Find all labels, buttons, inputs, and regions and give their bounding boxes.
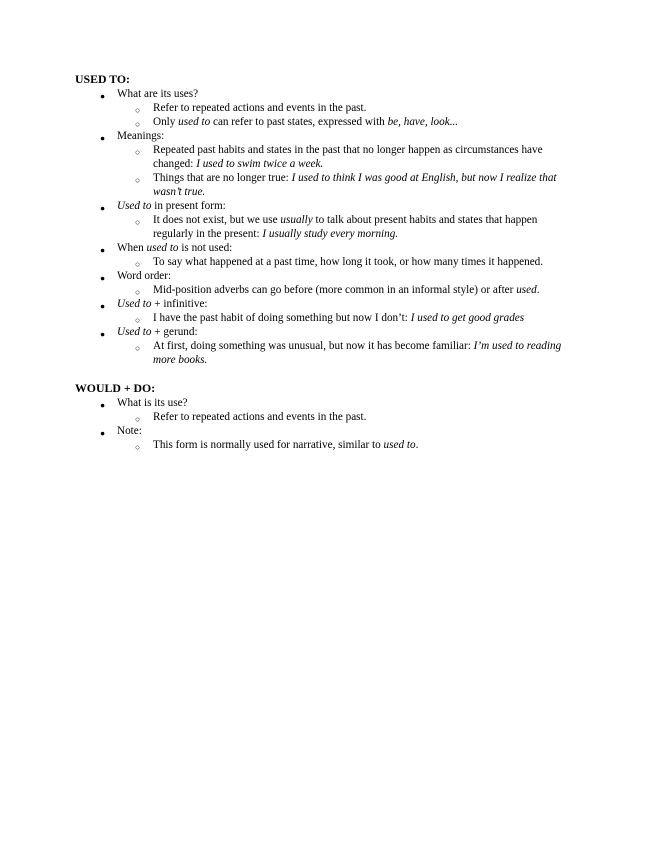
list-item-text — [153, 256, 543, 268]
text-run: in present form: — [151, 200, 226, 212]
list-item — [75, 424, 580, 452]
text-run: Meanings: — [117, 130, 165, 142]
bullet-icon: ● — [100, 132, 106, 143]
bullet-icon: ○ — [135, 104, 141, 115]
text-run: Mid-position adverbs can go before (more common in an informal style) or after — [153, 284, 517, 296]
text-run: What are its uses? — [117, 88, 199, 100]
text-run: Refer to repeated actions and events in the past. — [153, 102, 367, 114]
text-run: When — [117, 242, 147, 254]
bullet-icon: ● — [100, 244, 106, 255]
list-item — [75, 129, 580, 199]
text-run: Refer to repeated actions and events in the past. — [153, 411, 367, 423]
bullet-icon: ○ — [135, 118, 141, 129]
text-run: At first, doing something was unusual, but now it has become familiar: — [153, 340, 474, 352]
bullet-icon: ○ — [135, 174, 141, 185]
list-item — [75, 269, 580, 297]
bullet-list — [75, 396, 580, 452]
text-run: Used to — [117, 326, 152, 338]
text-run: usually — [280, 214, 313, 226]
section-would-do — [75, 381, 580, 452]
list-item — [75, 297, 580, 325]
text-run: used — [516, 284, 537, 296]
bullet-icon: ○ — [135, 286, 141, 297]
text-run: I have the past habit of doing something but now I don’t: — [153, 312, 411, 324]
bullet-icon: ○ — [135, 258, 141, 269]
text-run: Note: — [117, 425, 142, 437]
list-item — [75, 396, 580, 424]
list-item — [117, 438, 580, 452]
text-run: + infinitive: — [151, 298, 208, 310]
text-run: used to — [383, 439, 416, 451]
list-item-text — [117, 242, 232, 254]
bullet-icon: ● — [100, 328, 106, 339]
text-run: Used to — [117, 298, 152, 310]
bullet-icon: ○ — [135, 342, 141, 353]
list-item-text — [153, 214, 540, 240]
list-item — [117, 339, 580, 367]
text-run: be, have, look... — [387, 116, 459, 128]
list-item-text — [153, 312, 524, 324]
section-heading: WOULD + DO: — [75, 381, 156, 395]
text-run: Word order: — [117, 270, 172, 282]
list-item-text — [153, 439, 418, 451]
text-run: Used to — [117, 200, 152, 212]
bullet-icon: ● — [100, 300, 106, 311]
text-run: I usually study every morning. — [262, 228, 399, 240]
list-item-text — [117, 130, 164, 142]
text-run: . — [536, 284, 540, 296]
bullet-icon: ○ — [135, 441, 141, 452]
list-item — [117, 171, 580, 199]
list-item — [75, 199, 580, 241]
bullet-icon: ● — [100, 427, 106, 438]
sub-bullet-list — [117, 213, 580, 241]
text-run: It does not exist, but we use — [153, 214, 281, 226]
list-item — [75, 87, 580, 129]
sub-bullet-list — [117, 283, 580, 297]
bullet-icon: ○ — [135, 216, 141, 227]
list-item-text — [117, 326, 198, 338]
list-item-text — [117, 200, 226, 212]
bullet-icon: ● — [100, 272, 106, 283]
text-run: This form is normally used for narrative, similar to — [153, 439, 384, 451]
text-run: + gerund: — [151, 326, 198, 338]
section-used-to — [75, 72, 580, 367]
list-item-text — [153, 340, 564, 366]
list-item-text — [153, 102, 366, 114]
bullet-list — [75, 87, 580, 367]
list-item-text — [153, 411, 366, 423]
list-item — [117, 410, 580, 424]
list-item-text — [153, 284, 540, 296]
text-run: used to — [178, 116, 211, 128]
list-item-text — [117, 298, 208, 310]
text-run: . — [415, 439, 419, 451]
text-run: used to — [146, 242, 179, 254]
list-item — [75, 241, 580, 269]
text-run: What is its use? — [117, 397, 188, 409]
sub-bullet-list — [117, 438, 580, 452]
bullet-icon: ● — [100, 399, 106, 410]
text-run: I used to swim twice a week. — [196, 158, 324, 170]
text-run: I used to get good grades — [410, 312, 525, 324]
list-item-text — [153, 172, 559, 198]
list-item-text — [153, 144, 545, 170]
list-item — [117, 255, 580, 269]
text-run: Things that are no longer true: — [153, 172, 292, 184]
list-item — [117, 283, 580, 297]
text-run: I’m used to reading more books. — [153, 340, 564, 366]
text-run: Repeated past habits and states in the past that no longer happen as circumstances have changed: — [153, 144, 546, 170]
list-item-text — [117, 425, 142, 437]
text-run: Only — [153, 116, 179, 128]
sub-bullet-list — [117, 339, 580, 367]
text-run: I used to think I was good at English, but now I realize that wasn’t true. — [153, 172, 560, 198]
text-run: is not used: — [178, 242, 233, 254]
list-item-text — [117, 270, 171, 282]
bullet-icon: ○ — [135, 146, 141, 157]
sub-bullet-list — [117, 143, 580, 199]
text-run: can refer to past states, expressed with — [210, 116, 388, 128]
list-item-text — [117, 397, 188, 409]
bullet-icon: ● — [100, 202, 106, 213]
list-item-text — [117, 88, 198, 100]
sub-bullet-list — [117, 101, 580, 129]
text-run: to talk about present habits and states that happen regularly in the present: — [153, 214, 541, 240]
list-item — [75, 325, 580, 367]
list-item — [117, 213, 580, 241]
sub-bullet-list — [117, 311, 580, 325]
list-item — [117, 101, 580, 115]
section-heading: USED TO: — [75, 72, 130, 86]
bullet-icon: ○ — [135, 314, 141, 325]
list-item-text — [153, 116, 458, 128]
list-item — [117, 115, 580, 129]
list-item — [117, 311, 580, 325]
sub-bullet-list — [117, 410, 580, 424]
bullet-icon: ○ — [135, 413, 141, 424]
text-run: To say what happened at a past time, how long it took, or how many times it happened. — [153, 256, 544, 268]
bullet-icon: ● — [100, 90, 106, 101]
list-item — [117, 143, 580, 171]
sub-bullet-list — [117, 255, 580, 269]
